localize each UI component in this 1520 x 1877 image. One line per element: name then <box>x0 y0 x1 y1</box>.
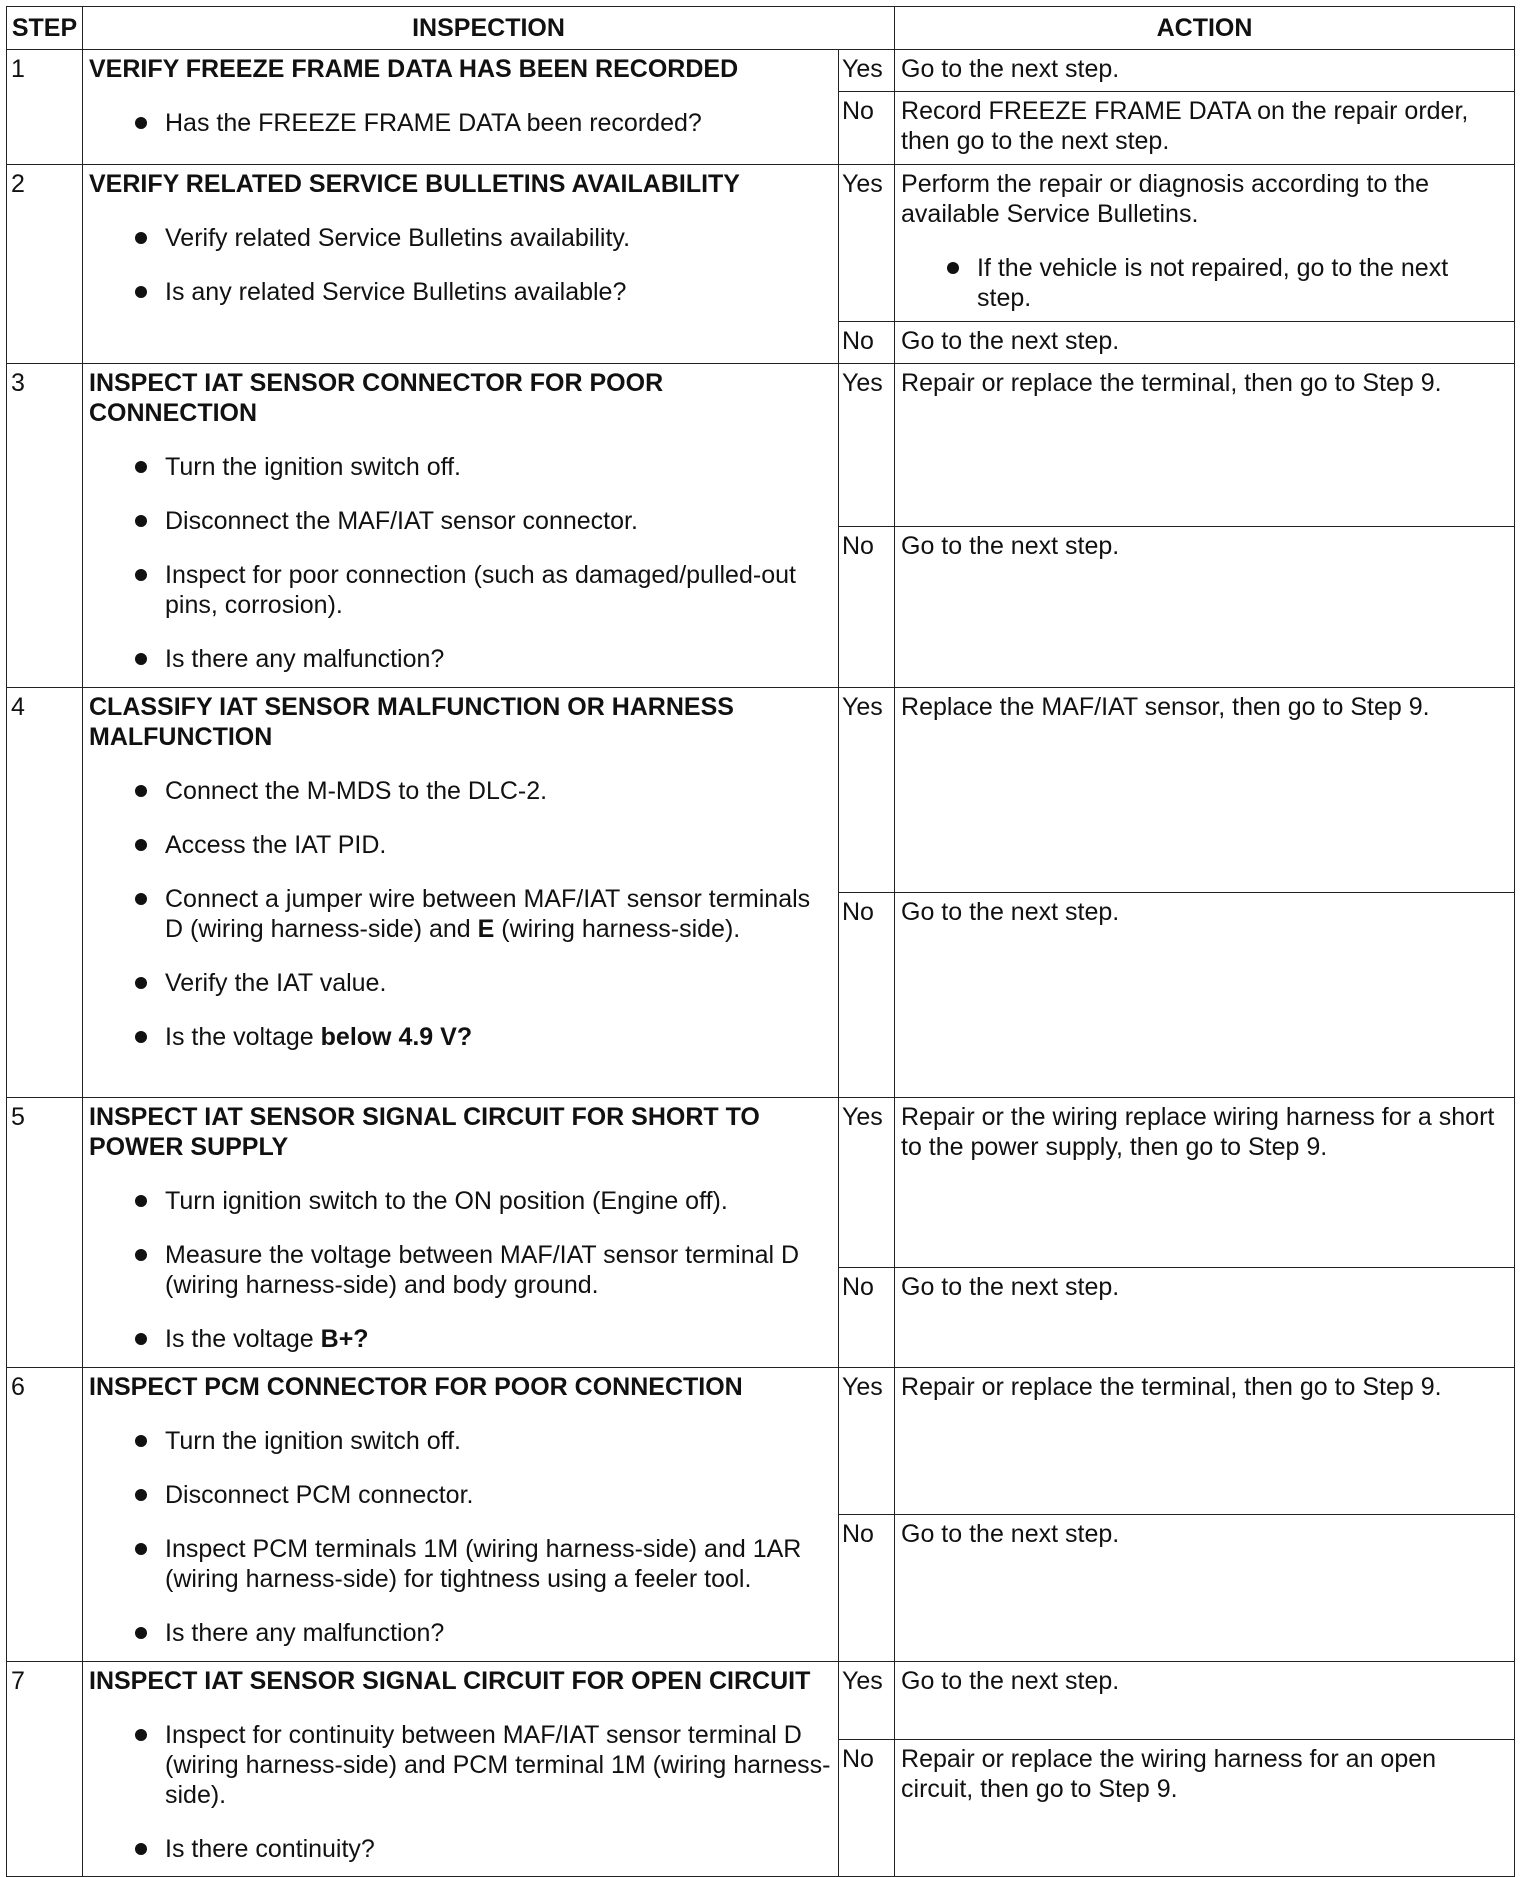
action-sublist <box>901 253 1508 313</box>
step-number: 4 <box>7 688 83 1098</box>
diagnostic-table <box>6 6 1515 1877</box>
inspection-item: Turn the ignition switch off. <box>89 452 832 482</box>
voltage-value-bold: B+? <box>320 1325 369 1353</box>
header-step: STEP <box>7 7 83 50</box>
inspection-item: Measure the voltage between MAF/IAT sensor terminal D (wiring harness-side) and body ground. <box>89 1240 832 1300</box>
terminal-e-bold: E <box>477 915 495 943</box>
no-action: Repair or replace the wiring harness for an open circuit, then go to Step 9. <box>895 1740 1515 1877</box>
inspection-text: Is the voltage <box>165 1325 321 1353</box>
step-number: 7 <box>7 1662 83 1877</box>
step-4-yes-row <box>7 688 1515 893</box>
yes-action: Repair or replace the terminal, then go to Step 9. <box>895 364 1515 527</box>
inspection-list <box>89 108 832 138</box>
header-action: ACTION <box>895 7 1515 50</box>
inspection-item: Disconnect the MAF/IAT sensor connector. <box>89 506 832 536</box>
inspection-item: Inspect for poor connection (such as damaged/pulled-out pins, corrosion). <box>89 560 832 620</box>
inspection-item: Is there continuity? <box>89 1834 832 1864</box>
inspection-cell <box>83 364 839 688</box>
yes-label: Yes <box>839 364 895 527</box>
inspection-item: Turn ignition switch to the ON position (Engine off). <box>89 1186 832 1216</box>
yes-label: Yes <box>839 50 895 92</box>
no-action: Go to the next step. <box>895 893 1515 1098</box>
yes-action: Repair or the wiring replace wiring harness for a short to the power supply, then go to Step 9. <box>895 1098 1515 1268</box>
no-label: No <box>839 527 895 688</box>
step-title: VERIFY FREEZE FRAME DATA HAS BEEN RECORDED <box>89 55 739 83</box>
inspection-item <box>89 884 832 944</box>
no-action: Go to the next step. <box>895 322 1515 364</box>
voltage-threshold-bold: below 4.9 V? <box>320 1023 473 1051</box>
inspection-item: Verify the IAT value. <box>89 968 832 998</box>
inspection-cell <box>83 1368 839 1662</box>
step-number: 3 <box>7 364 83 688</box>
no-label: No <box>839 92 895 165</box>
step-title: CLASSIFY IAT SENSOR MALFUNCTION OR HARNESS MALFUNCTION <box>89 693 734 751</box>
inspection-text: (wiring harness-side). <box>494 915 741 943</box>
inspection-item <box>89 1324 832 1354</box>
inspection-item: Connect the M-MDS to the DLC-2. <box>89 776 832 806</box>
step-1-yes-row <box>7 50 1515 92</box>
yes-action: Go to the next step. <box>895 50 1515 92</box>
inspection-item: Has the FREEZE FRAME DATA been recorded? <box>89 108 832 138</box>
step-number: 5 <box>7 1098 83 1368</box>
no-label: No <box>839 1268 895 1368</box>
inspection-cell <box>83 688 839 1098</box>
step-number: 6 <box>7 1368 83 1662</box>
inspection-item: Access the IAT PID. <box>89 830 832 860</box>
step-7-yes-row <box>7 1662 1515 1740</box>
no-action: Go to the next step. <box>895 527 1515 688</box>
no-label: No <box>839 322 895 364</box>
step-title: INSPECT IAT SENSOR SIGNAL CIRCUIT FOR OPEN CIRCUIT <box>89 1667 811 1695</box>
step-number: 2 <box>7 165 83 364</box>
step-title: INSPECT PCM CONNECTOR FOR POOR CONNECTION <box>89 1373 743 1401</box>
inspection-text: Is the voltage <box>165 1023 321 1051</box>
header-row <box>7 7 1515 50</box>
yes-action: Replace the MAF/IAT sensor, then go to Step 9. <box>895 688 1515 893</box>
step-title: INSPECT IAT SENSOR SIGNAL CIRCUIT FOR SHORT TO POWER SUPPLY <box>89 1103 760 1161</box>
step-number: 1 <box>7 50 83 165</box>
step-2-yes-row <box>7 165 1515 322</box>
yes-action <box>895 165 1515 322</box>
inspection-item <box>89 1022 832 1052</box>
inspection-cell <box>83 1662 839 1877</box>
inspection-item: Is there any malfunction? <box>89 1618 832 1648</box>
no-label: No <box>839 893 895 1098</box>
no-label: No <box>839 1740 895 1877</box>
no-label: No <box>839 1515 895 1662</box>
inspection-item: Inspect for continuity between MAF/IAT sensor terminal D (wiring harness-side) and PCM terminal 1M (wiring harness-side). <box>89 1720 832 1810</box>
step-title: VERIFY RELATED SERVICE BULLETINS AVAILABILITY <box>89 170 740 198</box>
inspection-list <box>89 1426 832 1648</box>
yes-label: Yes <box>839 1098 895 1268</box>
inspection-item: Is any related Service Bulletins available? <box>89 277 832 307</box>
inspection-item: Turn the ignition switch off. <box>89 1426 832 1456</box>
step-title: INSPECT IAT SENSOR CONNECTOR FOR POOR CONNECTION <box>89 369 664 427</box>
inspection-cell <box>83 165 839 364</box>
no-action: Go to the next step. <box>895 1268 1515 1368</box>
inspection-item: Inspect PCM terminals 1M (wiring harness-side) and 1AR (wiring harness-side) for tightness using a feeler tool. <box>89 1534 832 1594</box>
step-6-yes-row <box>7 1368 1515 1515</box>
step-5-yes-row <box>7 1098 1515 1268</box>
inspection-item: Verify related Service Bulletins availability. <box>89 223 832 253</box>
step-3-yes-row <box>7 364 1515 527</box>
yes-action: Go to the next step. <box>895 1662 1515 1740</box>
inspection-list <box>89 1186 832 1354</box>
yes-label: Yes <box>839 1368 895 1515</box>
inspection-item: Disconnect PCM connector. <box>89 1480 832 1510</box>
inspection-cell <box>83 50 839 165</box>
inspection-list <box>89 452 832 674</box>
action-subitem: If the vehicle is not repaired, go to the next step. <box>901 253 1508 313</box>
yes-label: Yes <box>839 688 895 893</box>
no-action: Record FREEZE FRAME DATA on the repair order, then go to the next step. <box>895 92 1515 165</box>
inspection-cell <box>83 1098 839 1368</box>
yes-action-text: Perform the repair or diagnosis according to the available Service Bulletins. <box>901 170 1430 228</box>
yes-action: Repair or replace the terminal, then go to Step 9. <box>895 1368 1515 1515</box>
yes-label: Yes <box>839 165 895 322</box>
inspection-list <box>89 223 832 307</box>
inspection-list <box>89 776 832 1052</box>
no-action: Go to the next step. <box>895 1515 1515 1662</box>
inspection-list <box>89 1720 832 1864</box>
yes-label: Yes <box>839 1662 895 1740</box>
header-inspection: INSPECTION <box>83 7 895 50</box>
inspection-text: Connect a jumper wire between MAF/IAT sensor terminals D (wiring harness-side) and <box>165 885 811 943</box>
inspection-item: Is there any malfunction? <box>89 644 832 674</box>
